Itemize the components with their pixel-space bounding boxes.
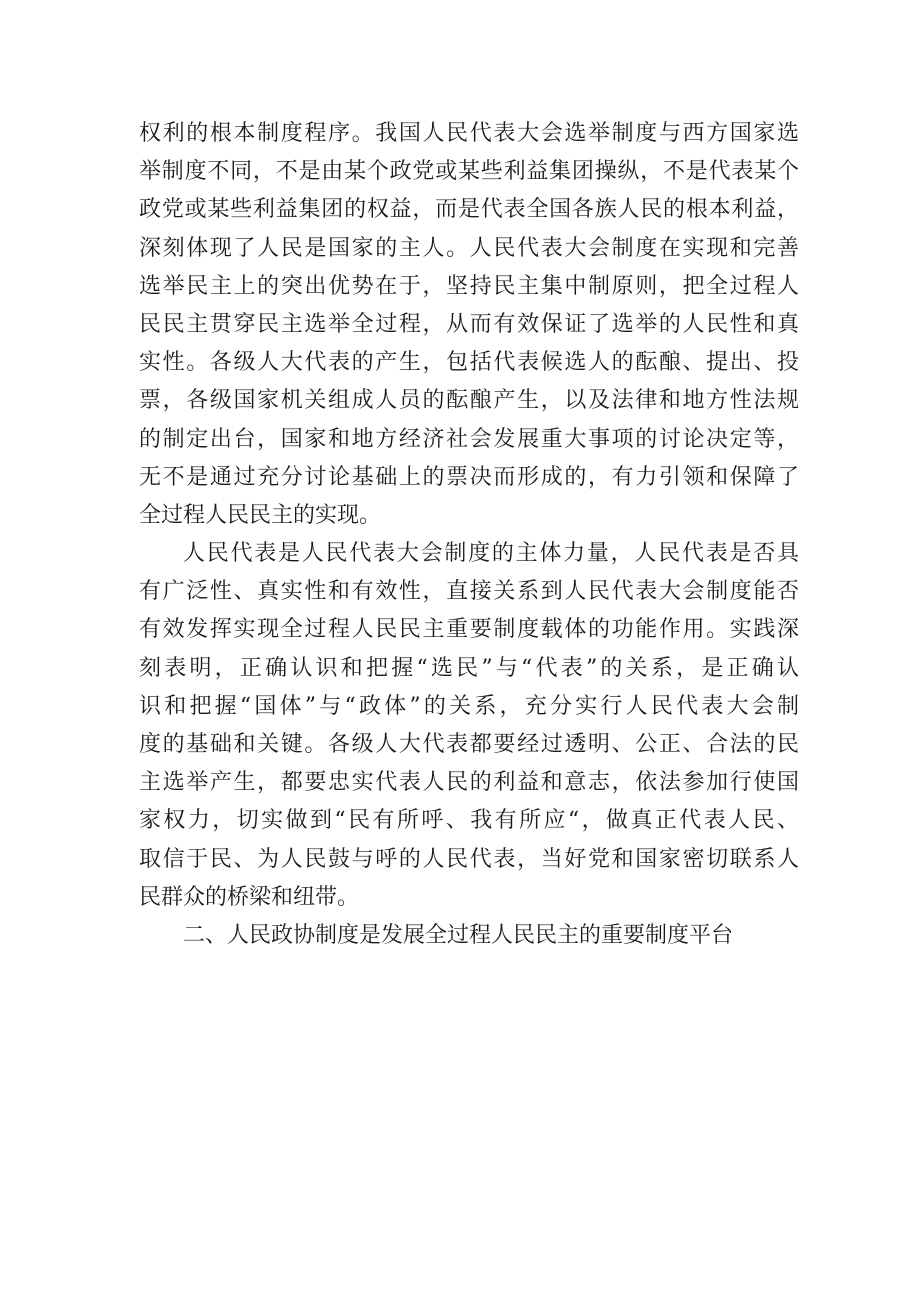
text-line: 主选举产生，都要忠实代表人民的利益和意志，依法参加行使国 bbox=[139, 770, 799, 796]
text-line: 全过程人民民主的实现。 bbox=[139, 502, 382, 528]
text-line: 权利的根本制度程序。我国人民代表大会选举制度与西方国家选 bbox=[139, 121, 799, 146]
text-line: 民群众的桥梁和纽带。 bbox=[139, 884, 360, 910]
text-line: 二、人民政协制度是发展全过程人民民主的重要制度平台 bbox=[183, 922, 734, 948]
section-heading bbox=[139, 917, 799, 955]
text-line: 票，各级国家机关组成人员的酝酿产生，以及法律和地方性法规 bbox=[139, 388, 799, 414]
text-line: 取信于民、为人民鼓与呼的人民代表，当好党和国家密切联系人 bbox=[139, 846, 799, 872]
text-line: 的制定出台，国家和地方经济社会发展重大事项的讨论决定等， bbox=[139, 426, 799, 452]
text-line: 选举民主上的突出优势在于，坚持民主集中制原则，把全过程人 bbox=[139, 273, 799, 299]
text-line: 识和把握“国体”与“政体”的关系，充分实行人民代表大会制 bbox=[139, 693, 799, 719]
text-line: 人民代表是人民代表大会制度的主体力量，人民代表是否具 bbox=[183, 541, 799, 567]
text-line: 实性。各级人大代表的产生，包括代表候选人的酝酿、提出、投 bbox=[139, 350, 799, 376]
document-body bbox=[139, 115, 799, 955]
text-line: 无不是通过充分讨论基础上的票决而形成的，有力引领和保障了 bbox=[139, 464, 799, 490]
text-line: 有广泛性、真实性和有效性，直接关系到人民代表大会制度能否 bbox=[139, 579, 799, 605]
text-line: 家权力，切实做到“民有所呼、我有所应“，做真正代表人民、 bbox=[139, 808, 799, 834]
paragraph bbox=[139, 115, 799, 535]
text-line: 有效发挥实现全过程人民民主重要制度载体的功能作用。实践深 bbox=[139, 617, 799, 643]
text-line: 政党或某些利益集团的权益，而是代表全国各族人民的根本利益， bbox=[139, 197, 799, 223]
text-line: 度的基础和关键。各级人大代表都要经过透明、公正、合法的民 bbox=[139, 732, 799, 757]
text-line: 刻表明，正确认识和把握“选民”与“代表”的关系，是正确认 bbox=[139, 655, 799, 681]
text-line: 民民主贯穿民主选举全过程，从而有效保证了选举的人民性和真 bbox=[139, 311, 799, 337]
text-line: 深刻体现了人民是国家的主人。人民代表大会制度在实现和完善 bbox=[139, 235, 799, 261]
paragraph bbox=[139, 535, 799, 917]
text-line: 举制度不同，不是由某个政党或某些利益集团操纵，不是代表某个 bbox=[139, 159, 799, 185]
